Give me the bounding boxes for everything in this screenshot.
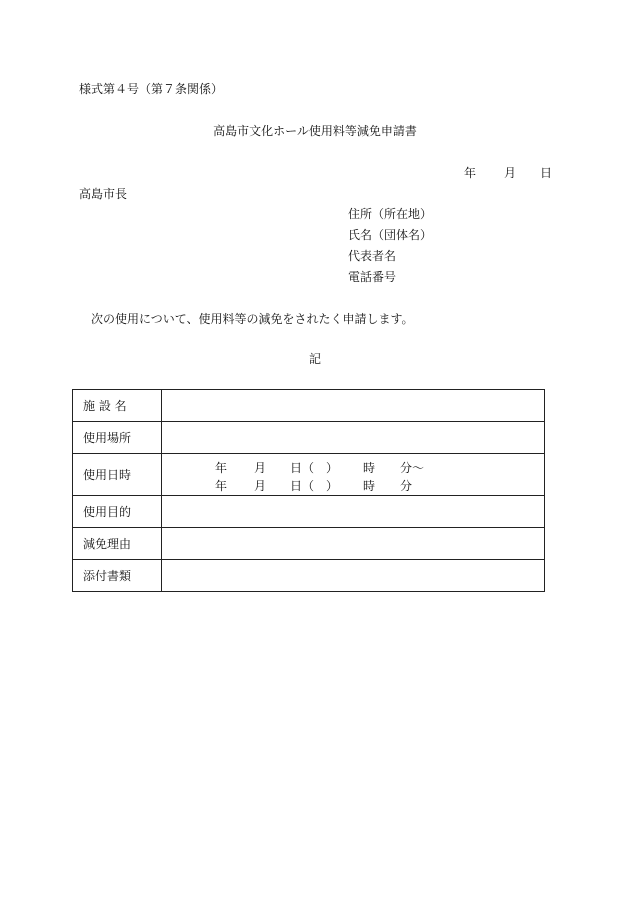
applicant-representative-label: 代表者名 — [348, 249, 397, 263]
start-minute-label: 分～ — [400, 460, 425, 475]
attachments-label: 添付書類 — [73, 560, 162, 592]
facility-field[interactable] — [162, 390, 545, 422]
end-minute-label: 分 — [400, 478, 413, 493]
start-month-label: 月 — [254, 460, 267, 475]
table-row — [73, 390, 545, 422]
place-field[interactable] — [162, 422, 545, 454]
datetime-label: 使用日時 — [73, 454, 162, 496]
applicant-address-label: 住所（所在地） — [348, 207, 433, 221]
datetime-start-line — [162, 457, 544, 475]
day-label: 日 — [540, 166, 553, 180]
end-day-label: 日（ ） — [290, 478, 339, 493]
applicant-block — [348, 207, 432, 291]
applicant-phone-label: 電話番号 — [348, 270, 397, 284]
ki-heading: 記 — [308, 352, 321, 366]
request-text: 次の使用について、使用料等の減免をされたく申請します。 — [91, 312, 414, 326]
purpose-label: 使用目的 — [73, 496, 162, 528]
table-row — [73, 454, 545, 496]
end-year-label: 年 — [215, 478, 228, 493]
start-hour-label: 時 — [363, 460, 376, 475]
end-hour-label: 時 — [363, 478, 376, 493]
start-year-label: 年 — [215, 460, 228, 475]
reason-field[interactable] — [162, 528, 545, 560]
table-row — [73, 560, 545, 592]
table-row — [73, 422, 545, 454]
date-line — [464, 166, 552, 180]
datetime-end-line — [162, 475, 544, 493]
attachments-field[interactable] — [162, 560, 545, 592]
table-row — [73, 528, 545, 560]
place-label: 使用場所 — [73, 422, 162, 454]
year-label: 年 — [464, 166, 477, 180]
page-title: 高島市文化ホール使用料等減免申請書 — [213, 124, 417, 138]
detail-table — [72, 389, 545, 592]
start-day-label: 日（ ） — [290, 460, 339, 475]
table-row — [73, 496, 545, 528]
addressee: 高島市長 — [79, 187, 128, 201]
purpose-field[interactable] — [162, 496, 545, 528]
form-number: 様式第４号（第７条関係） — [79, 82, 224, 96]
end-month-label: 月 — [254, 478, 267, 493]
facility-label: 施 設 名 — [73, 390, 162, 422]
applicant-name-label: 氏名（団体名） — [348, 228, 433, 242]
month-label: 月 — [504, 166, 517, 180]
datetime-field[interactable] — [162, 454, 545, 496]
reason-label: 減免理由 — [73, 528, 162, 560]
